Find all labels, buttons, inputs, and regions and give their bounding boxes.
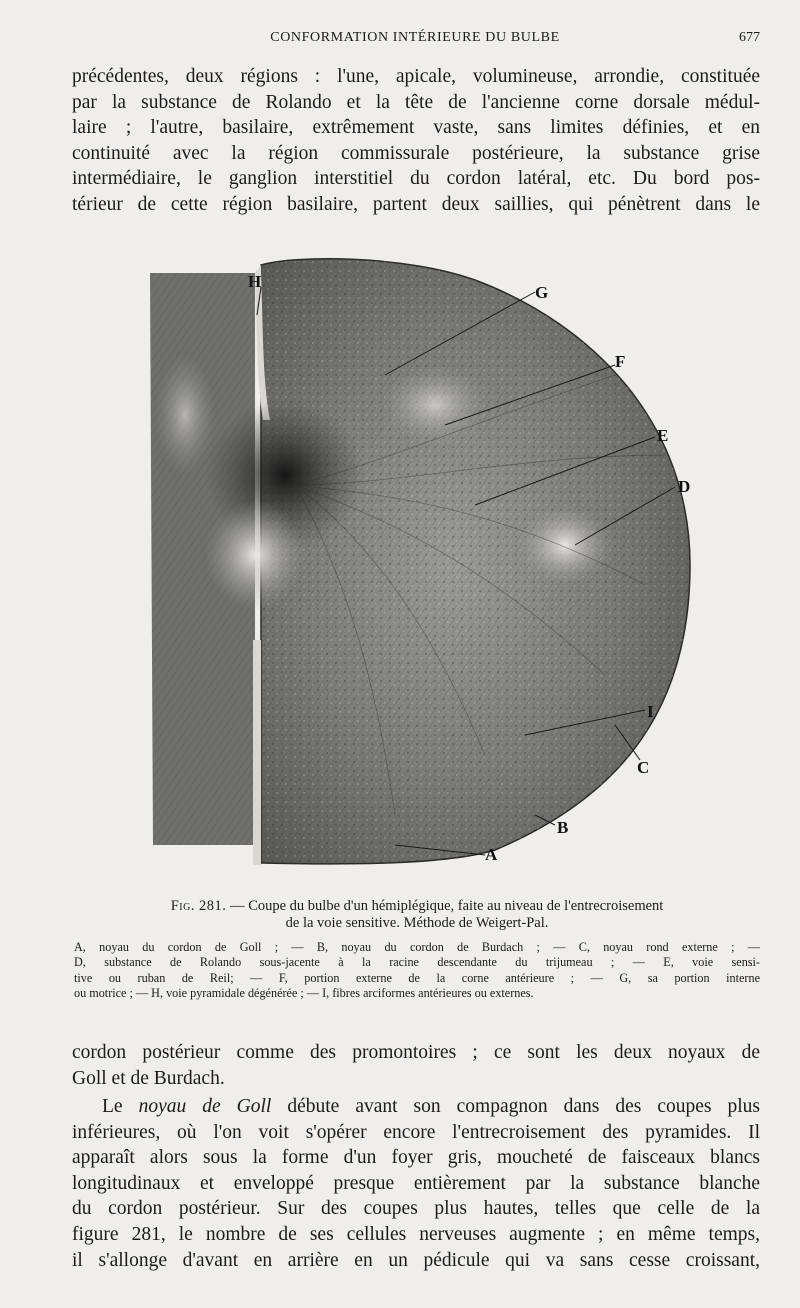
text-line: par la substance de Rolando et la tête de l'ancienne corne dorsale médul- (72, 91, 760, 113)
upper-pale-zone (380, 365, 490, 445)
text-line: longitudinaux et enveloppé presque entièrement par la substance blanche (72, 1172, 760, 1194)
legend-line: tive ou ruban de Reil; — F, portion externe de la corne antérieure ; — G, sa portion interne (74, 970, 760, 985)
figure-label-e: E (657, 426, 669, 445)
medulla-section-illustration (145, 255, 705, 885)
text-line: apparaît alors sous la forme d'un foyer gris, moucheté de faisceaux blancs (72, 1147, 760, 1169)
anterior-fissure (253, 640, 261, 865)
text-line: cordon postérieur comme des promontoires ; ce sont les deux noyaux de (72, 1042, 760, 1063)
paragraph-3 (72, 1094, 760, 1273)
running-head: CONFORMATION INTÉRIEURE DU BULBE (270, 30, 560, 45)
text-line: térieur de cette région basilaire, partent deux saillies, qui pénètrent dans le (72, 193, 760, 215)
figure-caption (74, 898, 760, 932)
figure-label-b: B (557, 818, 569, 837)
text-line: laire ; l'autre, basilaire, extrêmement vaste, sans limites définies, et en (72, 117, 760, 139)
left-pale-zone (155, 355, 215, 475)
first-line-rest: débute avant son compagnon dans des coupes plus (287, 1096, 761, 1117)
text-line: il s'allonge d'avant en arrière en un pédicule qui va sans cesse croissant, (72, 1249, 760, 1271)
section-speckle-texture (261, 259, 690, 864)
italic-term: noyau de Goll (138, 1096, 272, 1117)
text-line: continuité avec la région commissurale postérieure, la substance grise (72, 142, 760, 164)
text-line: figure 281, le nombre de ses cellules nerveuses augmente ; en même temps, (72, 1223, 760, 1245)
text-line: intermédiaire, le ganglion interstitiel du cordon latéral, etc. Du bord pos- (72, 168, 760, 190)
figure-label-g: G (535, 283, 549, 302)
figure-label-c: C (637, 758, 650, 777)
text-line: précédentes, deux régions : l'une, apicale, volumineuse, arrondie, constituée (72, 66, 760, 87)
figure-legend (74, 940, 760, 1002)
legend-line: ou motrice ; — H, voie pyramidale dégénérée ; — I, fibres arciformes antérieures ou externes. (74, 986, 534, 1001)
page-header (70, 30, 760, 52)
caption-text-2: de la voie sensitive. Méthode de Weigert-Pal. (285, 915, 549, 931)
substance-rolando (517, 505, 613, 585)
legend-line: D, substance de Rolando sous-jacente à la racine descendante du trijumeau ; — E, voie sensi- (74, 955, 760, 970)
paragraph-1 (72, 64, 760, 218)
figure-label-f: F (615, 352, 626, 371)
medulla-section-figure (145, 255, 705, 885)
caption-text-1: — Coupe du bulbe d'un hémiplégique, faite au niveau de l'entrecroisement (230, 898, 664, 914)
figure-label-d: D (678, 477, 691, 496)
first-word: Le (102, 1096, 123, 1117)
light-nucleus (205, 500, 305, 610)
figure-label-i: I (647, 702, 654, 721)
text-line: inférieures, où l'on voit s'opérer encore l'entrecroisement des pyramides. Il (72, 1121, 760, 1143)
figure-number: Fig. 281. (170, 898, 227, 914)
figure-label-h: H (248, 272, 262, 291)
paragraph-2 (72, 1040, 760, 1091)
page-number: 677 (739, 30, 760, 45)
text-line: Goll et de Burdach. (72, 1067, 225, 1089)
legend-line: A, noyau du cordon de Goll ; — B, noyau du cordon de Burdach ; — C, noyau rond externe ; — (74, 940, 760, 954)
text-line (72, 1094, 760, 1120)
text-line: du cordon postérieur. Sur des coupes plus hautes, telles que celle de la (72, 1198, 760, 1220)
figure-label-a: A (485, 845, 498, 864)
